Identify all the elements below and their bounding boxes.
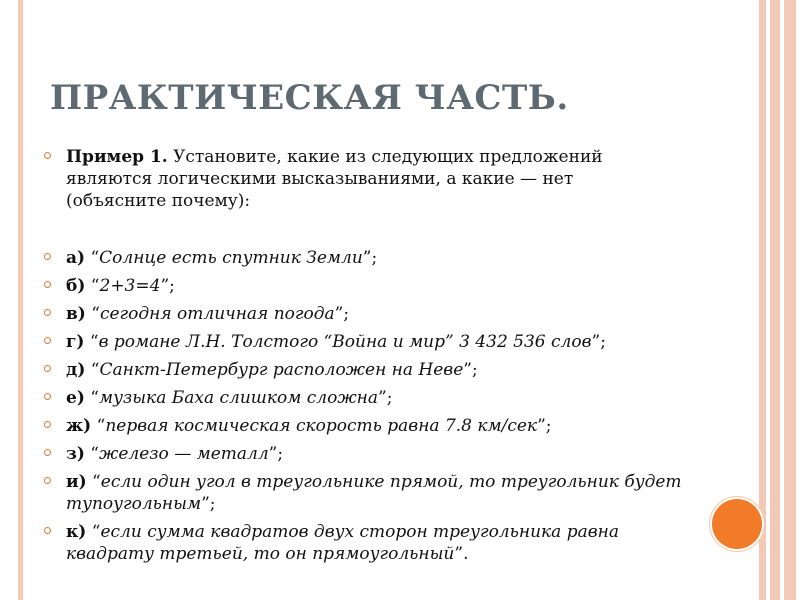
intro-text xyxy=(66,146,664,212)
item-label: а) xyxy=(66,248,86,268)
item-close-quote: ”; xyxy=(160,276,175,296)
item-close-quote: ”; xyxy=(378,388,393,408)
item-open-quote: “ xyxy=(85,276,100,296)
bullet-icon xyxy=(44,443,53,465)
item-open-quote: “ xyxy=(86,472,101,492)
item-close-quote: ”; xyxy=(268,444,284,464)
item-open-quote: “ xyxy=(86,522,101,542)
bullet-icon xyxy=(44,146,53,168)
item-close-quote: ”; xyxy=(362,248,378,268)
item-close-quote: ”; xyxy=(334,304,350,324)
item-statement: в романе Л.Н. Толстого “Война и мир” 3 432 536 слов xyxy=(98,332,592,352)
list-item xyxy=(44,443,704,465)
bullet-icon xyxy=(44,521,53,543)
bullet-icon xyxy=(44,275,53,297)
decorative-circle-icon xyxy=(712,499,762,549)
intro-paragraph xyxy=(44,146,664,212)
bullet-icon xyxy=(44,415,53,437)
list-item xyxy=(44,303,704,325)
item-label: и) xyxy=(66,472,87,492)
item-statement: если сумма квадратов двух сторон треугольника равна квадрату третьей, то он прямоугольный xyxy=(66,522,619,564)
bullet-icon xyxy=(44,471,53,493)
item-label: г) xyxy=(66,332,85,352)
item-close-quote: ”; xyxy=(591,332,606,352)
item-label: б) xyxy=(66,276,86,296)
item-open-quote: “ xyxy=(84,332,99,352)
list-item xyxy=(44,359,704,381)
item-label: д) xyxy=(66,360,86,380)
item-close-quote: ”. xyxy=(454,544,469,564)
item-statement: музыка Баха слишком сложна xyxy=(98,388,379,408)
list-item xyxy=(44,471,704,515)
list-item xyxy=(44,521,704,565)
item-label: з) xyxy=(66,444,85,464)
item-close-quote: ”; xyxy=(201,494,216,514)
item-open-quote: “ xyxy=(84,388,99,408)
list-item xyxy=(44,387,704,409)
item-statement: первая космическая скорость равна 7.8 км/сек xyxy=(105,416,538,436)
bullet-icon xyxy=(44,303,53,325)
bullet-icon xyxy=(44,331,53,353)
item-open-quote: “ xyxy=(84,444,100,464)
item-open-quote: “ xyxy=(85,360,100,380)
decorative-stripe-left xyxy=(18,0,23,600)
item-open-quote: “ xyxy=(91,416,106,436)
item-statement: Санкт-Петербург расположен на Неве xyxy=(99,360,464,380)
item-label: ж) xyxy=(66,416,92,436)
list-item xyxy=(44,275,704,297)
list-item xyxy=(44,247,704,269)
intro-body: Установите, какие из следующих предложений являются логическими высказываниями, а какие — нет (объясните почему): xyxy=(66,147,603,211)
bullet-icon xyxy=(44,247,53,269)
decorative-stripe-right xyxy=(770,0,780,600)
intro-label: Пример 1. xyxy=(66,147,168,167)
item-statement: железо — металл xyxy=(99,444,269,464)
list-item xyxy=(44,331,704,353)
decorative-stripe-right xyxy=(759,0,766,600)
list-item xyxy=(44,415,704,437)
decorative-stripe-right xyxy=(784,0,796,600)
slide-title: ПРАКТИЧЕСКАЯ ЧАСТЬ. xyxy=(50,78,569,118)
item-statement: если один угол в треугольнике прямой, то треугольник будет тупоугольным xyxy=(66,472,682,514)
item-close-quote: ”; xyxy=(537,416,552,436)
bullet-icon xyxy=(44,359,53,381)
item-close-quote: ”; xyxy=(463,360,478,380)
item-label: к) xyxy=(66,522,87,542)
item-open-quote: “ xyxy=(85,248,100,268)
item-label: е) xyxy=(66,388,85,408)
item-label: в) xyxy=(66,304,86,324)
item-statement: сегодня отличная погода xyxy=(99,304,335,324)
bullet-icon xyxy=(44,387,53,409)
item-statement: Солнце есть спутник Земли xyxy=(99,248,363,268)
item-statement: 2+3=4 xyxy=(99,276,161,296)
item-open-quote: “ xyxy=(85,304,100,324)
statement-list xyxy=(44,247,704,571)
